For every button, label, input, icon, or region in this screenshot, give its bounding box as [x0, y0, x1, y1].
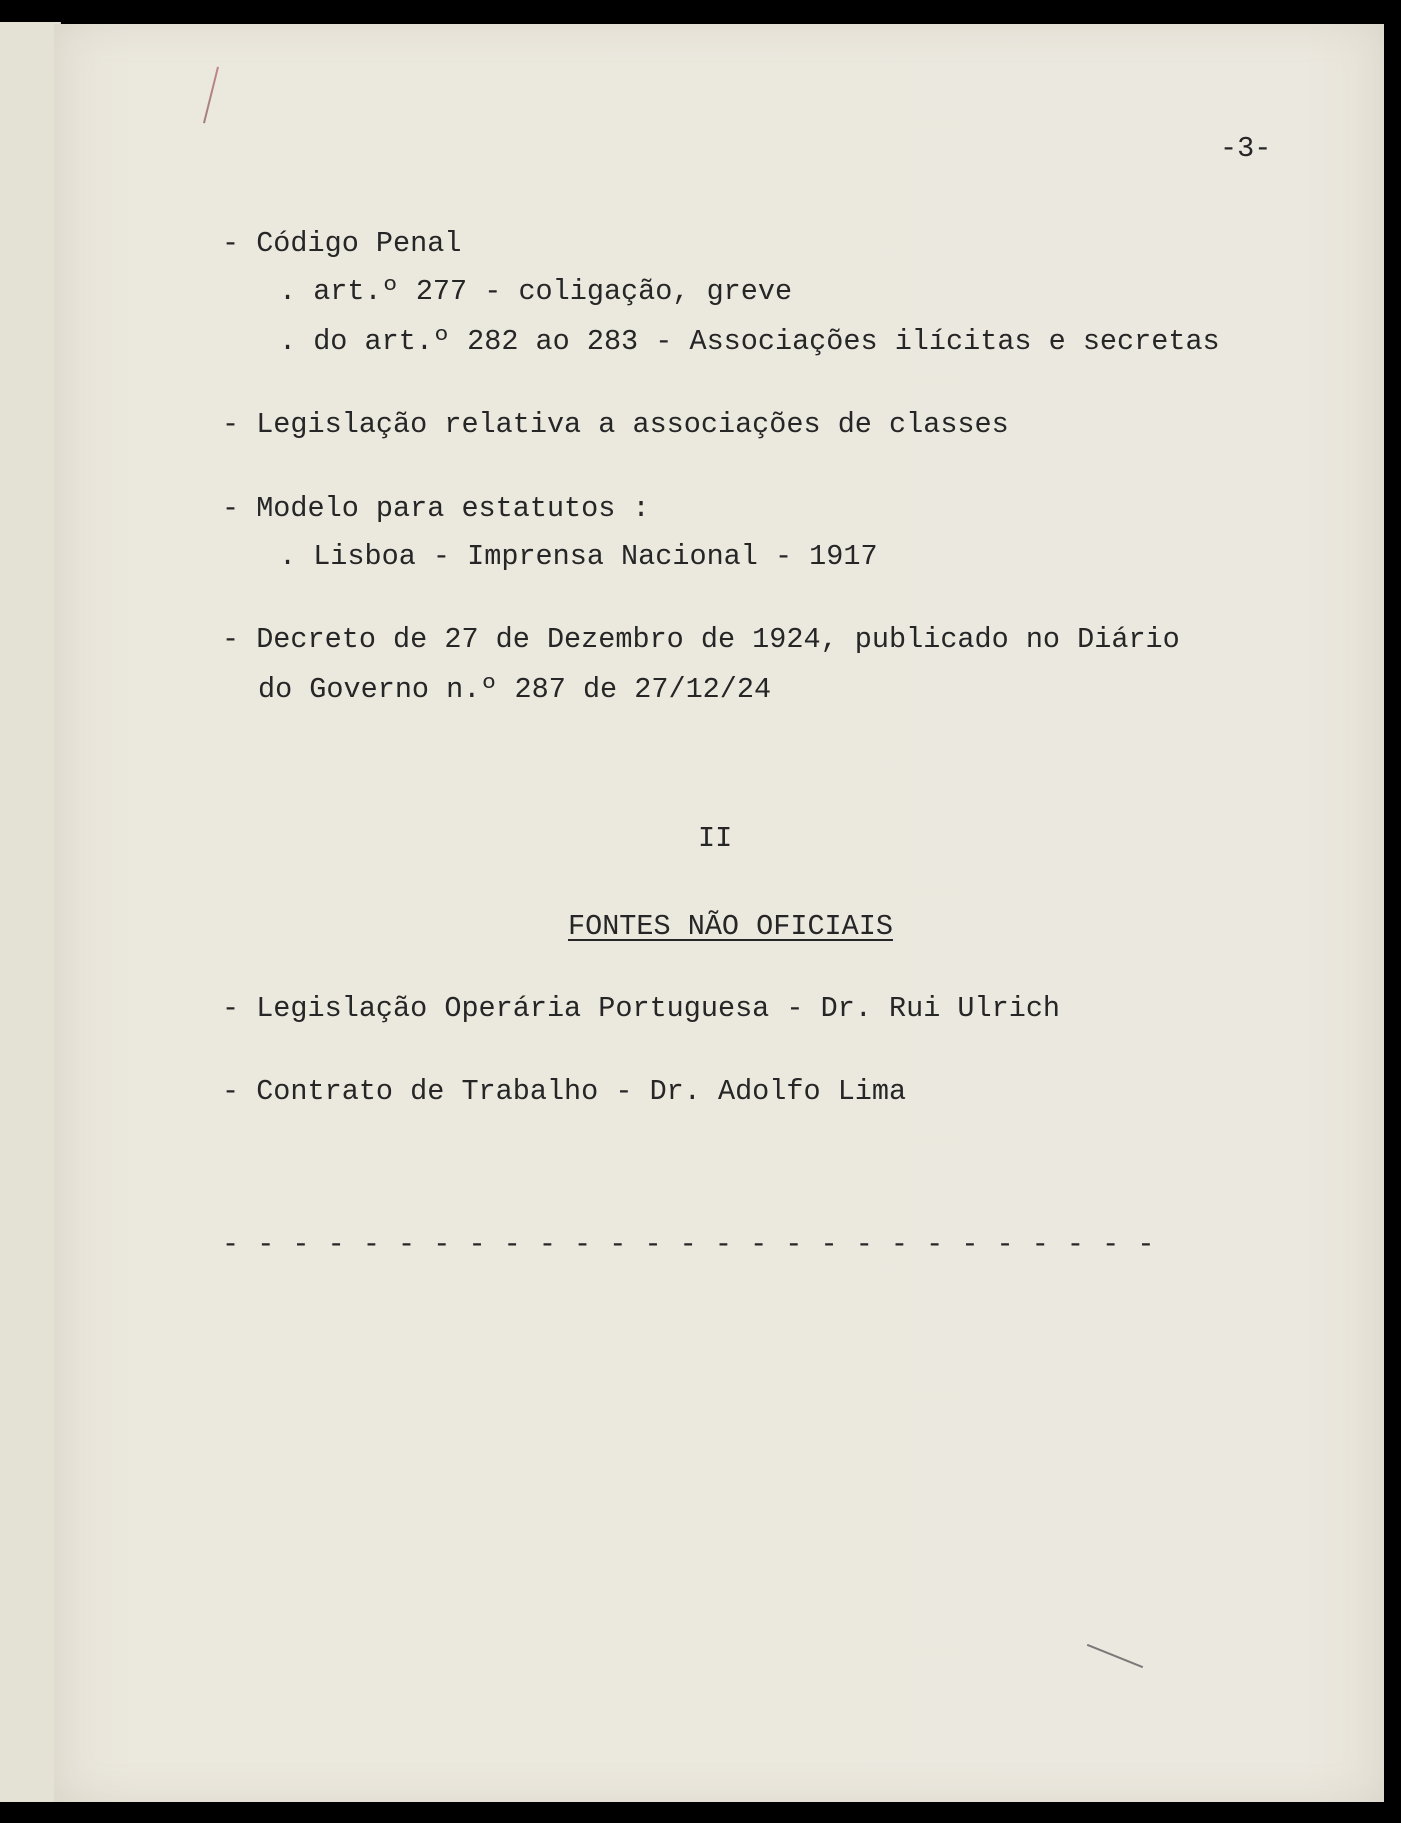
source-line: do Governo n.º 287 de 27/12/24	[258, 673, 772, 706]
source-line: - Contrato de Trabalho - Dr. Adolfo Lima	[222, 1075, 907, 1108]
source-line: - Legislação Operária Portuguesa - Dr. Rui Ulrich	[222, 992, 1061, 1025]
source-line: - Legislação relativa a associações de classes	[222, 408, 1009, 441]
source-line: - Código Penal	[222, 227, 462, 260]
previous-sheet-edge	[0, 22, 61, 1802]
source-line: - Modelo para estatutos :	[222, 492, 650, 525]
source-line: - Decreto de 27 de Dezembro de 1924, publicado no Diário	[222, 623, 1180, 656]
source-line: . do art.º 282 ao 283 - Associações ilícitas e secretas	[279, 325, 1220, 358]
source-line: . Lisboa - Imprensa Nacional - 1917	[279, 540, 878, 573]
source-line: . art.º 277 - coligação, greve	[279, 275, 793, 308]
page-number: -3-	[1220, 132, 1272, 165]
section-title: FONTES NÃO OFICIAIS	[568, 910, 893, 943]
section-number: II	[698, 822, 733, 855]
separator-line: - - - - - - - - - - - - - - - - - - - - - - - - - - -	[222, 1228, 1155, 1261]
